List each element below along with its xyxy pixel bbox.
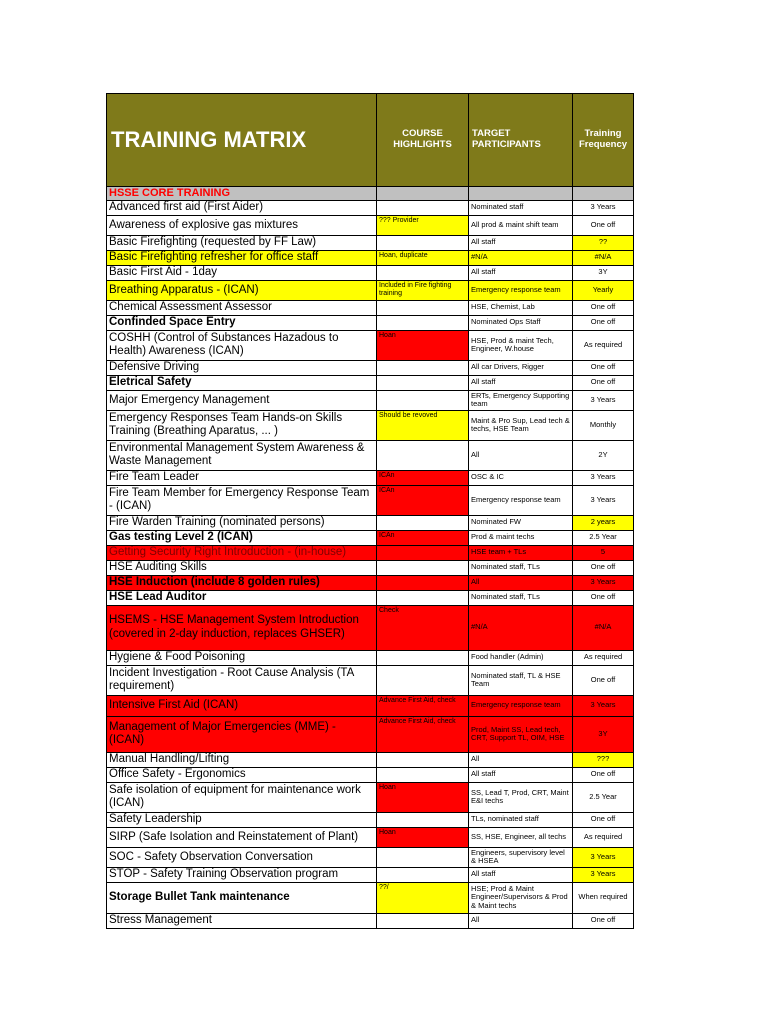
table-row [107, 300, 634, 315]
table-row [107, 470, 634, 485]
col-header-target-participants: TARGET PARTICIPANTS [469, 94, 573, 187]
course-name-cell: Gas testing Level 2 (ICAN) [107, 530, 377, 545]
course-highlight-cell: Hoan [377, 782, 469, 812]
course-name-cell: Manual Handling/Lifting [107, 752, 377, 767]
target-participants-cell: Nominated FW [469, 515, 573, 530]
page-title: TRAINING MATRIX [107, 94, 377, 187]
course-highlight-cell: ICAn [377, 530, 469, 545]
table-row [107, 390, 634, 410]
table-row [107, 575, 634, 590]
target-participants-cell: SS, Lead T, Prod, CRT, Maint E&I techs [469, 782, 573, 812]
course-highlight-cell: Should be revoved [377, 410, 469, 440]
course-highlight-cell: Hoan, duplicate [377, 250, 469, 265]
target-participants-cell: All [469, 440, 573, 470]
target-participants-cell: All car Drivers, Rigger [469, 360, 573, 375]
target-participants-cell: All staff [469, 867, 573, 882]
target-participants-cell: All staff [469, 767, 573, 782]
course-highlight-cell [377, 390, 469, 410]
course-name-cell: Basic Firefighting refresher for office staff [107, 250, 377, 265]
table-row [107, 485, 634, 515]
table-row [107, 375, 634, 390]
training-frequency-cell: When required [573, 882, 634, 913]
training-frequency-cell: One off [573, 215, 634, 235]
training-frequency-cell: As required [573, 330, 634, 360]
table-row [107, 867, 634, 882]
course-name-cell: Intensive First Aid (ICAN) [107, 695, 377, 716]
training-frequency-cell: Yearly [573, 280, 634, 300]
section-cell [573, 187, 634, 201]
header-row [107, 94, 634, 187]
course-highlight-cell: Hoan [377, 330, 469, 360]
training-frequency-cell: One off [573, 665, 634, 695]
course-name-cell: Fire Team Leader [107, 470, 377, 485]
course-highlight-cell [377, 575, 469, 590]
target-participants-cell: OSC & IC [469, 470, 573, 485]
course-highlight-cell: Included in Fire fighting training [377, 280, 469, 300]
training-frequency-cell: 3 Years [573, 485, 634, 515]
course-highlight-cell: ??/ [377, 882, 469, 913]
training-frequency-cell: 2Y [573, 440, 634, 470]
target-participants-cell: Prod, Maint SS, Lead tech, CRT, Support TL, OIM, HSE [469, 716, 573, 752]
section-label: HSSE CORE TRAINING [107, 187, 377, 201]
course-highlight-cell [377, 545, 469, 560]
course-highlight-cell [377, 360, 469, 375]
training-frequency-cell: ??? [573, 752, 634, 767]
training-frequency-cell: #N/A [573, 250, 634, 265]
training-frequency-cell: 2 years [573, 515, 634, 530]
target-participants-cell: #N/A [469, 250, 573, 265]
course-highlight-cell [377, 812, 469, 827]
col-header-training-frequency: Training Frequency [573, 94, 634, 187]
course-highlight-cell [377, 590, 469, 605]
course-highlight-cell [377, 560, 469, 575]
target-participants-cell: HSE, Prod & maint Tech, Engineer, W.house [469, 330, 573, 360]
target-participants-cell: Nominated staff, TLs [469, 590, 573, 605]
training-frequency-cell: 3 Years [573, 695, 634, 716]
course-highlight-cell: ICAn [377, 470, 469, 485]
training-frequency-cell: 3 Years [573, 847, 634, 867]
training-frequency-cell: 3 Years [573, 575, 634, 590]
training-frequency-cell: 3Y [573, 265, 634, 280]
course-name-cell: Incident Investigation - Root Cause Analysis (TA requirement) [107, 665, 377, 695]
target-participants-cell: Nominated staff [469, 200, 573, 215]
training-frequency-cell: One off [573, 590, 634, 605]
training-frequency-cell: 5 [573, 545, 634, 560]
course-name-cell: HSE Auditing Skills [107, 560, 377, 575]
course-name-cell: Fire Warden Training (nominated persons) [107, 515, 377, 530]
course-highlight-cell [377, 440, 469, 470]
course-name-cell: HSEMS - HSE Management System Introduction (covered in 2-day induction, replaces GHSER) [107, 605, 377, 650]
table-row [107, 215, 634, 235]
table-row [107, 315, 634, 330]
target-participants-cell: HSE, Chemist, Lab [469, 300, 573, 315]
target-participants-cell: ERTs, Emergency Supporting team [469, 390, 573, 410]
course-highlight-cell: ICAn [377, 485, 469, 515]
course-name-cell: Awareness of explosive gas mixtures [107, 215, 377, 235]
training-frequency-cell: As required [573, 650, 634, 665]
table-row [107, 330, 634, 360]
training-frequency-cell: 3 Years [573, 390, 634, 410]
course-name-cell: SIRP (Safe Isolation and Reinstatement of Plant) [107, 827, 377, 847]
target-participants-cell: Emergency response team [469, 280, 573, 300]
training-frequency-cell: One off [573, 300, 634, 315]
course-name-cell: Fire Team Member for Emergency Response Team - (ICAN) [107, 485, 377, 515]
course-highlight-cell [377, 315, 469, 330]
target-participants-cell: Nominated staff, TLs [469, 560, 573, 575]
training-frequency-cell: 3 Years [573, 867, 634, 882]
target-participants-cell: TLs, nominated staff [469, 812, 573, 827]
course-highlight-cell [377, 375, 469, 390]
training-matrix-table [106, 93, 634, 929]
training-frequency-cell: One off [573, 913, 634, 928]
course-highlight-cell: Advance First Aid, check [377, 695, 469, 716]
course-name-cell: HSE Lead Auditor [107, 590, 377, 605]
table-row [107, 590, 634, 605]
course-name-cell: Safe isolation of equipment for maintenance work (ICAN) [107, 782, 377, 812]
training-frequency-cell: One off [573, 360, 634, 375]
table-row [107, 265, 634, 280]
table-row [107, 827, 634, 847]
course-highlight-cell [377, 867, 469, 882]
course-highlight-cell: Check [377, 605, 469, 650]
target-participants-cell: Emergency response team [469, 695, 573, 716]
table-row [107, 716, 634, 752]
course-name-cell: Eletrical Safety [107, 375, 377, 390]
table-row [107, 782, 634, 812]
table-row [107, 560, 634, 575]
col-header-course-highlights: COURSE HIGHLIGHTS [377, 94, 469, 187]
course-name-cell: Basic First Aid - 1day [107, 265, 377, 280]
course-name-cell: Hygiene & Food Poisoning [107, 650, 377, 665]
table-row [107, 913, 634, 928]
course-name-cell: STOP - Safety Training Observation program [107, 867, 377, 882]
table-row [107, 695, 634, 716]
target-participants-cell: Food handler (Admin) [469, 650, 573, 665]
section-row [107, 187, 634, 201]
training-frequency-cell: 2.5 Year [573, 782, 634, 812]
target-participants-cell: All staff [469, 265, 573, 280]
table-row [107, 360, 634, 375]
target-participants-cell: Emergency response team [469, 485, 573, 515]
course-highlight-cell [377, 200, 469, 215]
course-highlight-cell [377, 913, 469, 928]
course-name-cell: Confinded Space Entry [107, 315, 377, 330]
training-frequency-cell: One off [573, 375, 634, 390]
course-name-cell: Getting Security Right Introduction - (in-house) [107, 545, 377, 560]
course-name-cell: Emergency Responses Team Hands-on Skills Training (Breathing Aparatus, ... ) [107, 410, 377, 440]
training-frequency-cell: 2.5 Year [573, 530, 634, 545]
course-name-cell: Environmental Management System Awareness & Waste Management [107, 440, 377, 470]
target-participants-cell: #N/A [469, 605, 573, 650]
target-participants-cell: All prod & maint shift team [469, 215, 573, 235]
course-highlight-cell: Hoan [377, 827, 469, 847]
training-frequency-cell: As required [573, 827, 634, 847]
target-participants-cell: Nominated staff, TL & HSE Team [469, 665, 573, 695]
course-highlight-cell [377, 235, 469, 250]
training-frequency-cell: 3Y [573, 716, 634, 752]
target-participants-cell: Prod & maint techs [469, 530, 573, 545]
course-name-cell: Major Emergency Management [107, 390, 377, 410]
target-participants-cell: HSE team + TLs [469, 545, 573, 560]
target-participants-cell: All [469, 575, 573, 590]
course-name-cell: COSHH (Control of Substances Hazadous to Health) Awareness (ICAN) [107, 330, 377, 360]
table-row [107, 665, 634, 695]
table-row [107, 752, 634, 767]
course-name-cell: HSE Induction (include 8 golden rules) [107, 575, 377, 590]
training-frequency-cell: One off [573, 560, 634, 575]
table-row [107, 530, 634, 545]
course-name-cell: Storage Bullet Tank maintenance [107, 882, 377, 913]
course-highlight-cell: Advance First Aid, check [377, 716, 469, 752]
table-row [107, 515, 634, 530]
table-row [107, 812, 634, 827]
training-frequency-cell: #N/A [573, 605, 634, 650]
training-frequency-cell: ?? [573, 235, 634, 250]
target-participants-cell: Maint & Pro Sup, Lead tech & techs, HSE Team [469, 410, 573, 440]
course-name-cell: SOC - Safety Observation Conversation [107, 847, 377, 867]
target-participants-cell: All [469, 752, 573, 767]
target-participants-cell: HSE; Prod & Maint Engineer/Supervisors & Prod & Maint techs [469, 882, 573, 913]
table-row [107, 410, 634, 440]
course-name-cell: Office Safety - Ergonomics [107, 767, 377, 782]
course-name-cell: Defensive Driving [107, 360, 377, 375]
course-highlight-cell [377, 515, 469, 530]
table-row [107, 250, 634, 265]
course-name-cell: Advanced first aid (First Aider) [107, 200, 377, 215]
table-row [107, 882, 634, 913]
table-row [107, 280, 634, 300]
target-participants-cell: Engineers, supervisory level & HSEA [469, 847, 573, 867]
table-row [107, 767, 634, 782]
table-row [107, 200, 634, 215]
course-highlight-cell [377, 665, 469, 695]
course-highlight-cell [377, 300, 469, 315]
target-participants-cell: All [469, 913, 573, 928]
section-cell [469, 187, 573, 201]
course-highlight-cell [377, 650, 469, 665]
target-participants-cell: All staff [469, 375, 573, 390]
training-frequency-cell: One off [573, 315, 634, 330]
course-highlight-cell [377, 847, 469, 867]
course-highlight-cell: ??? Provider [377, 215, 469, 235]
training-frequency-cell: One off [573, 767, 634, 782]
course-name-cell: Management of Major Emergencies (MME) - (ICAN) [107, 716, 377, 752]
course-name-cell: Chemical Assessment Assessor [107, 300, 377, 315]
table-row [107, 847, 634, 867]
course-highlight-cell [377, 265, 469, 280]
training-frequency-cell: One off [573, 812, 634, 827]
target-participants-cell: SS, HSE, Engineer, all techs [469, 827, 573, 847]
course-name-cell: Breathing Apparatus - (ICAN) [107, 280, 377, 300]
table-row [107, 440, 634, 470]
table-row [107, 650, 634, 665]
section-cell [377, 187, 469, 201]
training-frequency-cell: Monthly [573, 410, 634, 440]
course-name-cell: Stress Management [107, 913, 377, 928]
table-row [107, 235, 634, 250]
target-participants-cell: Nominated Ops Staff [469, 315, 573, 330]
training-frequency-cell: 3 Years [573, 470, 634, 485]
course-highlight-cell [377, 752, 469, 767]
course-name-cell: Basic Firefighting (requested by FF Law) [107, 235, 377, 250]
table-row [107, 545, 634, 560]
course-name-cell: Safety Leadership [107, 812, 377, 827]
target-participants-cell: All staff [469, 235, 573, 250]
course-highlight-cell [377, 767, 469, 782]
table-row [107, 605, 634, 650]
training-frequency-cell: 3 Years [573, 200, 634, 215]
